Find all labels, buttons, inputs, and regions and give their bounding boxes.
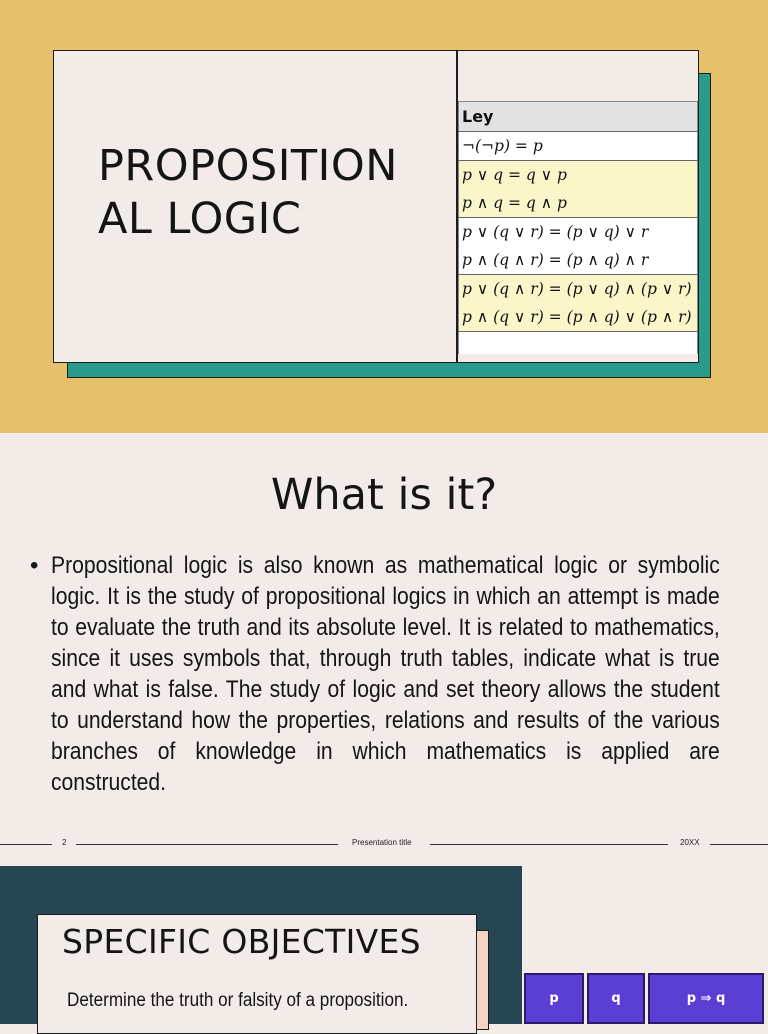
table-row-empty	[459, 332, 698, 355]
footer-divider	[430, 844, 668, 845]
bullet-icon: •	[30, 552, 39, 579]
logic-laws-table	[458, 101, 698, 354]
footer-presentation-title: Presentation title	[352, 838, 412, 847]
footer-divider	[710, 844, 768, 845]
bullet-list	[30, 550, 718, 798]
footer-date: 20XX	[680, 838, 700, 847]
truth-table-header-p: p	[524, 973, 584, 1024]
footer-divider	[76, 844, 338, 845]
table-row: p ∨ (q ∧ r) = (p ∨ q) ∧ (p ∨ r)	[459, 275, 698, 304]
table-row: p ∧ (q ∨ r) = (p ∧ q) ∨ (p ∧ r)	[459, 303, 698, 332]
table-row: p ∨ (q ∨ r) = (p ∨ q) ∨ r	[459, 218, 698, 247]
slide-footer	[0, 836, 768, 852]
table-row: p ∨ q = q ∨ p	[459, 161, 698, 190]
footer-page-number: 2	[62, 838, 67, 847]
slide3-title: SPECIFIC OBJECTIVES	[62, 922, 421, 961]
slide2-title: What is it?	[270, 470, 498, 520]
truth-table-header-implication: p ⇒ q	[648, 973, 764, 1024]
slide1-title: PROPOSITION AL LOGIC	[98, 141, 398, 244]
footer-divider	[0, 844, 52, 845]
table-row: p ∧ q = q ∧ p	[459, 189, 698, 218]
table-row: p ∧ (q ∧ r) = (p ∧ q) ∧ r	[459, 246, 698, 275]
table-row: ¬(¬p) = p	[459, 132, 698, 161]
objective-text: Determine the truth or falsity of a proposition.	[67, 990, 409, 1011]
bullet-text: Propositional logic is also known as mathematical logic or symbolic logic. It is the study of propositional logics in which an attempt is made to evaluate the truth and its absolute level. It is related to mathematics, since it uses symbols that, through truth tables, indicate what is true and what is false. The study of logic and set theory allows the student to understand how the properties, relations and results of the various branches of knowledge in which mathematics is applied are constructed.	[51, 552, 720, 796]
table-header-ley: Ley	[459, 102, 698, 132]
truth-table-header-q: q	[587, 973, 645, 1024]
